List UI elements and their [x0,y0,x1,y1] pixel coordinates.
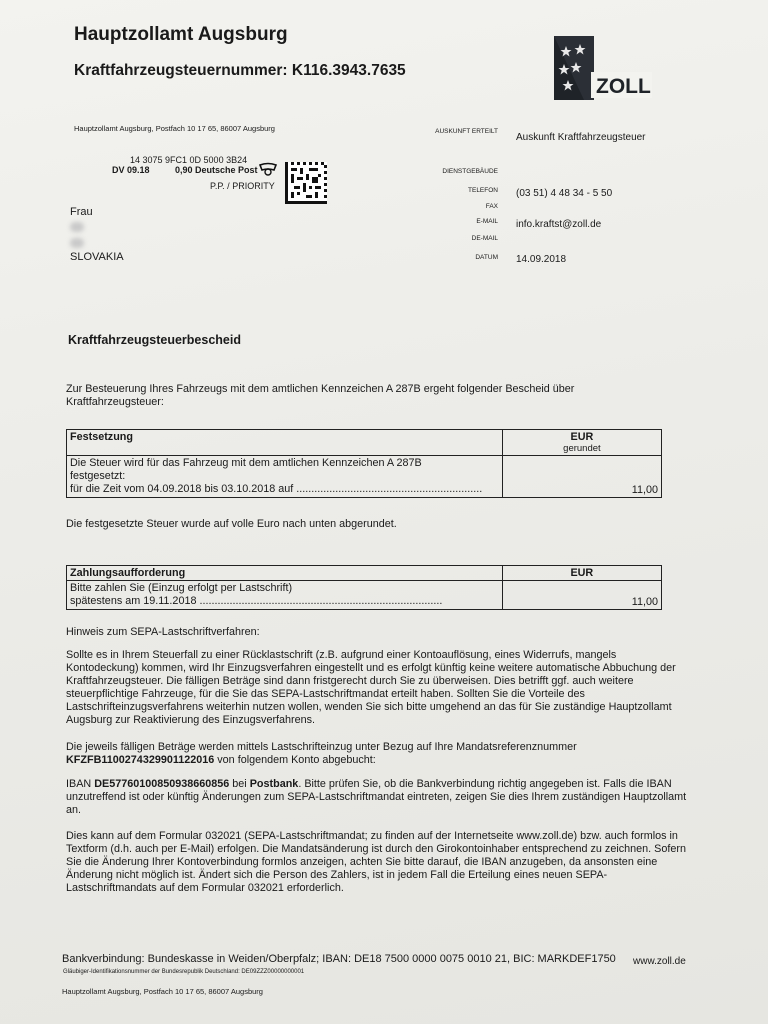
footer-bank: Bankverbindung: Bundeskasse in Weiden/Oberpfalz; IBAN: DE18 7500 0000 0075 0010 21, BIC: MARKDEF1750 [62,953,616,965]
festsetzung-amount: 11,00 [502,456,661,498]
zahlung-line2: spätestens am 19.11.2018 ................................................................................. [70,595,443,607]
zahlung-table [66,565,662,610]
festsetzung-text-cell [67,456,503,498]
festsetzung-line2: festgesetzt: [70,470,126,482]
postage-priority: P.P. / PRIORITY [210,181,275,191]
recipient-name-blurred [70,222,84,232]
info-label-email: E-MAIL [476,218,498,225]
sender-line: Hauptzollamt Augsburg, Postfach 10 17 65, 86007 Augsburg [74,124,275,133]
festsetzung-currency: EUR [570,431,594,443]
footer-website[interactable]: www.zoll.de [633,956,686,967]
info-value-telefon: (03 51) 4 48 34 - 5 50 [516,188,613,199]
footer-address: Hauptzollamt Augsburg, Postfach 10 17 65, 86007 Augsburg [62,987,263,996]
sepa-paragraph-3: IBAN DE57760100850938660856 bei Postbank. Bitte prüfen Sie, ob die Bankverbindung richtig angegeben ist. Falls die IBAN unzutreffend ist oder künftig Änderungen zum SEPA-Lastschriftmandat eintreten, zeigen Sie dies Ihrem zuständigen Hauptzollamt an. [66,778,687,816]
post-horn-icon [258,162,278,176]
zahlung-text-cell [67,581,503,610]
iban-number: DE57760100850938660856 [94,778,230,790]
zahlung-line1: Bitte zahlen Sie (Einzug erfolgt per Lastschrift) [70,582,293,594]
recipient-country: SLOVAKIA [70,251,124,263]
festsetzung-header: Festsetzung [67,430,503,456]
intro-text: Zur Besteuerung Ihres Fahrzeugs mit dem amtlichen Kennzeichen A 287B ergeht folgender Bescheid über Kraftfahrzeugsteuer: [66,383,575,408]
info-label-demail: DE-MAIL [471,235,498,242]
info-label-datum: DATUM [475,254,498,261]
sepa-paragraph-4: Dies kann auf dem Formular 032021 (SEPA-Lastschriftmandat; zu finden auf der Internetseite www.zoll.de) bzw. auch formlos in Textform (d.h. auch per E-Mail) erfolgen. Die Mandatsänderung ist durch den Girokontoinhaber entsprechend zu zeichnen. Sofern Sie die Änderung Ihrer Kontoverbindung formlos anzeigen, achten Sie bitte darauf, die IBAN anzugeben, da ansonsten eine Änderung nicht möglich ist. Ändert sich die Person des Zahlers, ist in jedem Fall die Erteilung eines neuen SEPA-Lastschriftmandats auf dem Formular 032021 erforderlich. [66,830,686,894]
festsetzung-table [66,429,662,498]
svg-text:ZOLL: ZOLL [596,75,651,98]
zoll-logo [554,36,652,100]
rounding-note: Die festgesetzte Steuer wurde auf volle Euro nach unten abgerundet. [66,518,397,530]
tax-number: K116.3943.7635 [291,62,406,79]
info-label-dienstgebaeude: DIENSTGEBÄUDE [442,168,498,175]
festsetzung-line1: Die Steuer wird für das Fahrzeug mit dem amtlichen Kennzeichen A 287B [70,457,422,469]
sepa-paragraph-1: Sollte es in Ihrem Steuerfall zu einer Rücklastschrift (z.B. aufgrund einer Kontoauflösung, eines Widerrufs, mangels Kontodeckung) kommen, wird Ihr Einzugsverfahren eingestellt und es erfolgt künftig keine weitere automatische Abbuchung der Kraftfahrzeugsteuer. Die fälligen Beträge sind dann fristgerecht durch Sie zu überweisen. Dies betrifft ggf. auch weitere steuerpflichtige Fahrzeuge, für die Sie das SEPA-Lastschriftmandat erteilt haben. Sollten Sie die Vorteile des Lastschrifteinzugsverfahrens weiterhin nutzen wollen, wenden Sie sich bitte umgehend an das für Sie zuständige Hauptzollamt Augsburg zur Reaktivierung des Einzugsverfahrens. [66,649,676,726]
zahlung-amount: 11,00 [502,581,661,610]
sepa-heading: Hinweis zum SEPA-Lastschriftverfahren: [66,626,260,638]
postage-dv: DV 09.18 [112,165,150,175]
info-label-fax: FAX [485,203,498,210]
mandate-reference: KFZFB1100274329901122016 [66,754,215,766]
document-title: Kraftfahrzeugsteuerbescheid [68,333,241,347]
recipient-salutation: Frau [70,206,93,218]
festsetzung-line3: für die Zeit vom 04.09.2018 bis 03.10.2018 auf .............................................................. [70,483,483,495]
festsetzung-rounded: gerundet [563,443,601,454]
info-value-datum: 14.09.2018 [516,254,567,265]
zahlung-header: Zahlungsaufforderung [67,566,503,581]
info-value-auskunft: Auskunft Kraftfahrzeugsteuer [516,132,646,143]
info-label-auskunft: AUSKUNFT ERTEILT [435,128,498,135]
zahlung-currency: EUR [502,566,661,581]
office-name: Hauptzollamt Augsburg [74,24,288,45]
sepa-paragraph-2: Die jeweils fälligen Beträge werden mittels Lastschrifteinzug unter Bezug auf Ihre Mandatsreferenznummer KFZFB1100274329901122016 von folgendem Konto abgebucht: [66,741,577,766]
postage-code: 14 3075 9FC1 0D 5000 3B24 [130,155,248,165]
festsetzung-currency-cell [502,430,661,456]
recipient-street-blurred [70,238,84,248]
datamatrix-code-icon [285,162,327,204]
bank-name: Postbank [249,778,299,790]
footer-creditor-id: Gläubiger-Identifikationsnummer der Bundesrepublik Deutschland: DE09ZZZ00000000001 [63,969,305,975]
info-value-email[interactable]: info.kraftst@zoll.de [516,219,602,230]
tax-number-line: Kraftfahrzeugsteuernummer: K116.3943.7635 [74,62,406,79]
postage-price: 0,90 Deutsche Post [175,165,258,175]
info-label-telefon: TELEFON [468,187,498,194]
